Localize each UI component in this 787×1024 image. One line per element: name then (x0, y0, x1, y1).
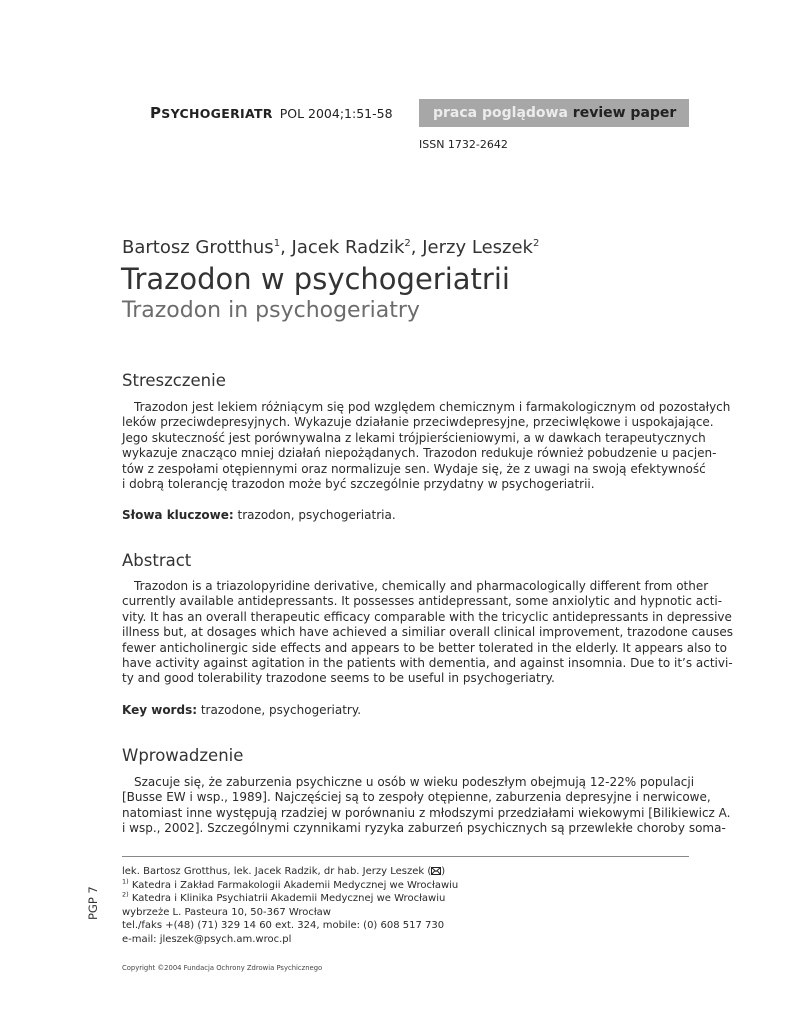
text-line: Trazodon jest lekiem różniącym się pod względem chemicznym i farmakologicznym od pozostałych (134, 400, 731, 414)
keywords-label: Key words: (122, 703, 198, 717)
issn: ISSN 1732-2642 (419, 138, 508, 151)
text-line: Szacuje się, że zaburzenia psychiczne u osób w wieku podeszłym obejmują 12-22% populacji (134, 775, 695, 789)
keywords-polish (122, 508, 396, 522)
text-line: wykazuje znacząco mniej działań niepożądanych. Trazodon redukuje również pobudzenie u pacjen- (122, 446, 717, 461)
journal-name: PSYCHOGERIATR (150, 104, 273, 122)
text-line: fewer anticholinergic side effects and appears to be better tolerated in the elderly. It appears also to (122, 640, 727, 655)
paper-type-badge (419, 99, 689, 127)
paper-type-en: review paper (572, 105, 677, 121)
correspondence-line: lek. Bartosz Grotthus, lek. Jacek Radzik, dr hab. Jerzy Leszek ( ) (122, 866, 446, 877)
affiliation-number: 1) (122, 877, 129, 886)
keywords-value: trazodone, psychogeriatry. (200, 703, 362, 717)
keywords-value: trazodon, psychogeriatria. (237, 508, 396, 522)
streszczenie-paragraph (122, 400, 731, 492)
authors: Bartosz Grotthus$^1$, Jacek Radzik$^2$, Jerzy Leszek$^2$ (122, 237, 540, 258)
text-line: currently available antidepressants. It possesses antidepressant, some anxiolytic and hypnotic acti- (122, 594, 723, 609)
text-line: have activity against agitation in the patients with dementia, and against insomnia. Due to it’s activi- (122, 656, 733, 671)
author-affiliation: 1 (273, 238, 281, 249)
copyright: Copyright ©2004 Fundacja Ochrony Zdrowia Psychicznego (122, 964, 323, 972)
section-heading-abstract: Abstract (122, 551, 192, 570)
journal-reference: POL 2004;1:51-58 (279, 106, 393, 121)
text-line: [Busse EW i wsp., 1989]. Najczęściej są to zespoły otępienne, zaburzenia depresyjne i nerwicowe, (122, 790, 711, 805)
section-heading-streszczenie: Streszczenie (122, 371, 226, 390)
email: e-mail: jleszek@psych.am.wroc.pl (122, 933, 292, 945)
paper-type-pl: praca poglądowa (433, 105, 568, 121)
keywords-label: Słowa kluczowe: (122, 508, 234, 522)
author-name: Bartosz Grotthus (122, 237, 274, 258)
text-line: ty and good tolerability trazodone seems to be useful in psychogeriatry. (122, 671, 555, 686)
author-name: Jacek Radzik (291, 237, 405, 258)
page-number: PGP 7 (86, 886, 100, 920)
keywords-english (122, 703, 361, 717)
address: wybrzeże L. Pasteura 10, 50-367 Wrocław (122, 906, 331, 918)
text-line: leków przeciwdepresyjnych. Wykazuje działanie przeciwdepresyjne, przeciwlękowe i uspokajające. (122, 415, 714, 430)
author-affiliation: 2 (404, 238, 411, 249)
text-line: i wsp., 2002]. Szczególnymi czynnikami ryzyka zaburzeń psychicznych są przewlekłe choroby soma- (122, 821, 726, 836)
title-english: Trazodon in psychogeriatry (122, 298, 420, 323)
text-line: Trazodon is a triazolopyridine derivative, chemically and pharmacologically different from other (134, 579, 709, 593)
text-line: natomiast inne występują rzadziej w porównaniu z młodszymi przedziałami wiekowymi [Bilikiewicz A. (122, 805, 731, 820)
text-line: vity. It has an overall therapeutic efficacy comparable with the tricyclic antidepressants in depressive (122, 609, 732, 624)
affiliation-1: $^{1)}$ Katedra i Zakład Farmakologii Akademii Medycznej we Wrocławiu (122, 877, 459, 891)
text-line: Jego skuteczność jest porównywalna z lekami trójpierścieniowymi, a w dawkach terapeutycznych (122, 430, 706, 445)
text-line: illness but, at dosages which have achieved a similiar overall clinical improvement, trazodone causes (122, 625, 734, 640)
journal-header (150, 104, 393, 122)
title-polish: Trazodon w psychogeriatrii (121, 262, 510, 296)
text-line: tów z zespołami otępiennymi oraz normalizuje sen. Wydaje się, że z uwagi na swoją efektywność (122, 461, 706, 476)
abstract-paragraph (122, 579, 734, 687)
correspondence-footnote (122, 865, 458, 947)
affiliation-2: $^{2)}$ Katedra i Klinika Psychiatrii Akademii Medycznej we Wrocławiu (122, 890, 446, 905)
envelope-icon (431, 866, 441, 874)
affiliation-number: 2) (122, 890, 129, 899)
author-name: Jerzy Leszek (422, 237, 533, 258)
phone: tel./faks +(48) (71) 329 14 60 ext. 324, mobile: (0) 608 517 730 (122, 920, 445, 932)
footnote-divider (122, 856, 689, 857)
author-affiliation: 2 (532, 238, 540, 249)
intro-paragraph (122, 775, 731, 837)
text-line: i dobrą tolerancję trazodon może być szczególnie przydatny w psychogeriatrii. (122, 477, 595, 492)
section-heading-wprowadzenie: Wprowadzenie (122, 746, 244, 765)
